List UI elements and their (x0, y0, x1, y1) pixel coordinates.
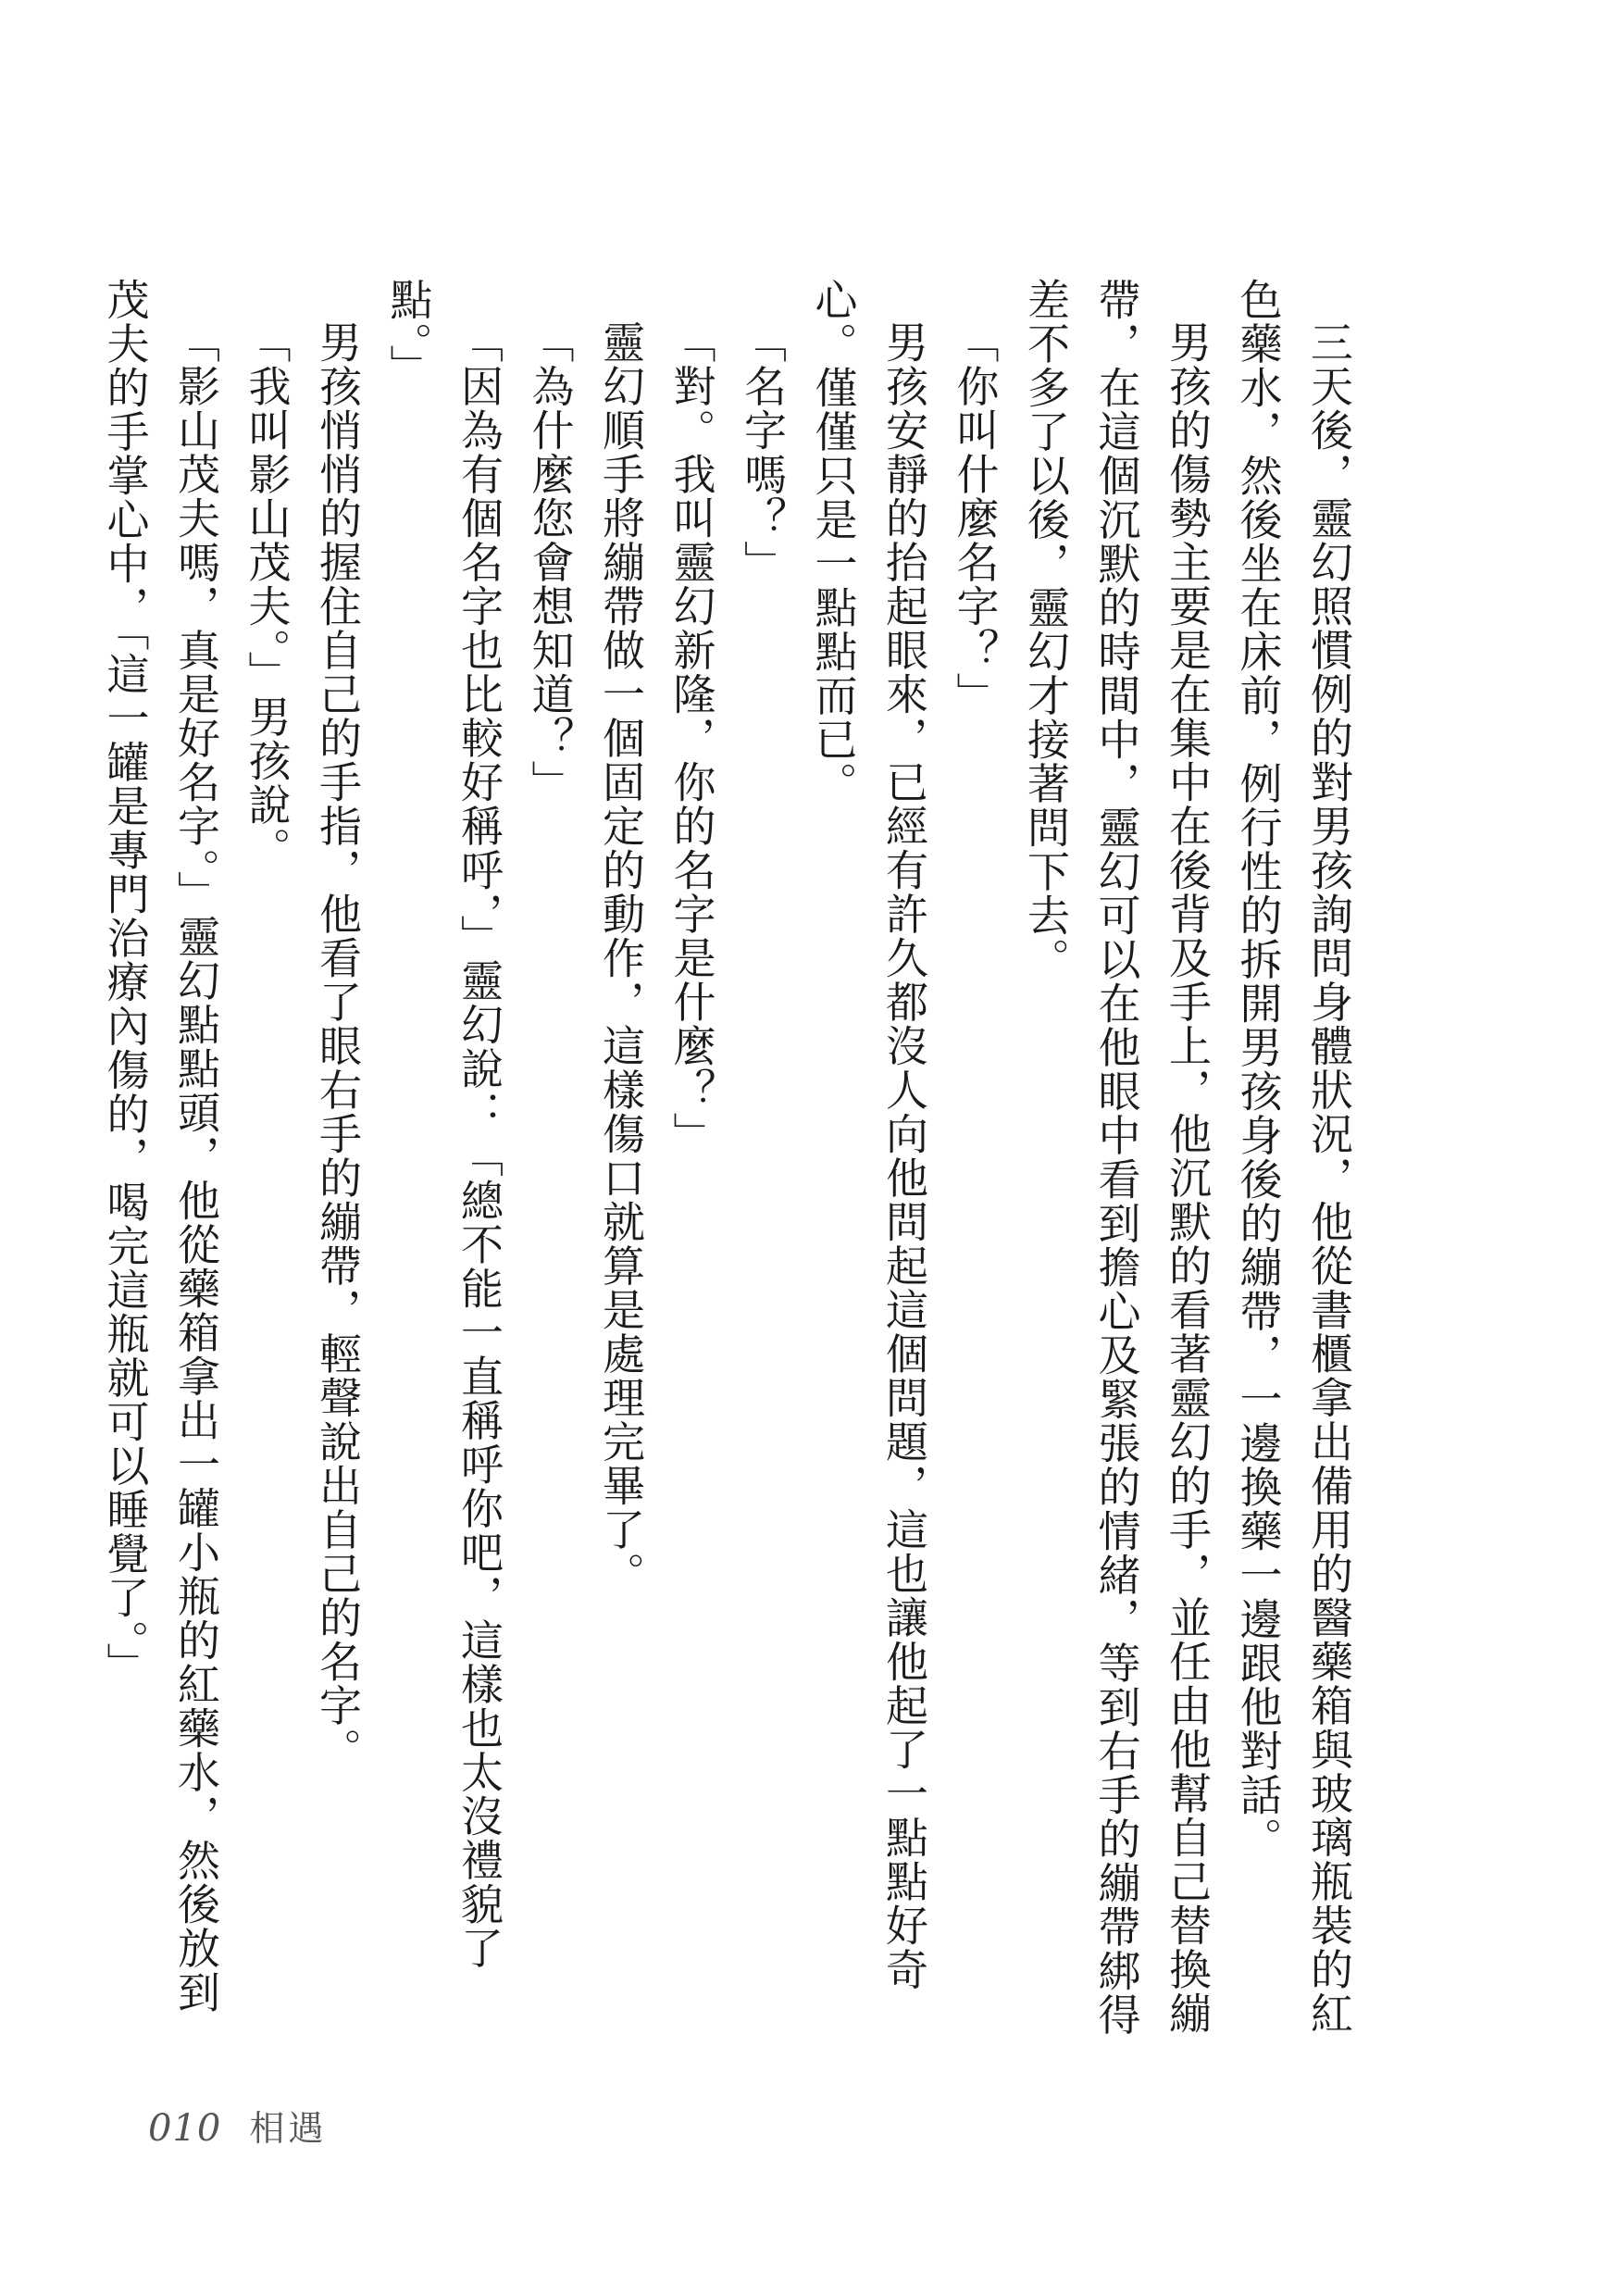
vertical-text-body (90, 278, 1364, 2055)
paragraph-6: 「對。我叫靈幻新隆，你的名字是什麼？」 (666, 320, 717, 1156)
page-footer (148, 2100, 327, 2155)
paragraph-8: 「為什麼您會想知道？」 (525, 320, 576, 805)
paragraph-4: 男孩安靜的抬起眼來，已經有許久都沒人向他問起這個問題，這也讓他起了一點點好奇心。僅僅只是一點點而已。 (808, 278, 929, 1991)
paragraph-3: 「你叫什麼名字？」 (950, 320, 1001, 717)
paragraph-9: 「因為有個名字也比較好稱呼，」靈幻說：「總不能一直稱呼你吧，這樣也太沒禮貌了點。」 (383, 278, 504, 1970)
paragraph-11: 「我叫影山茂夫。」男孩說。 (242, 320, 292, 871)
paragraph-12: 「影山茂夫嗎，真是好名字。」靈幻點點頭，他從藥箱拿出一罐小瓶的紅藥水，然後放到茂夫的手掌心中，「這一罐是專門治療內傷的，喝完這瓶就可以睡覺了。」 (100, 278, 221, 2015)
paragraph-5: 「名字嗎？」 (738, 320, 788, 584)
paragraph-10: 男孩悄悄的握住自己的手指，他看了眼右手的繃帶，輕聲說出自己的名字。 (313, 320, 363, 1772)
paragraph-2: 男孩的傷勢主要是在集中在後背及手上，他沉默的看著靈幻的手，並任由他幫自己替換繃帶，在這個沉默的時間中，靈幻可以在他眼中看到擔心及緊張的情緒，等到右手的繃帶綁得差不多了以後，靈幻才接著問下去。 (1021, 278, 1213, 2037)
paragraph-7: 靈幻順手將繃帶做一個固定的動作，這樣傷口就算是處理完畢了。 (596, 320, 646, 1596)
page-number: 010 (148, 2107, 222, 2150)
paragraph-1: 三天後，靈幻照慣例的對男孩詢問身體狀況，他從書櫃拿出備用的醫藥箱與玻璃瓶裝的紅色藥水，然後坐在床前，例行性的拆開男孩身後的繃帶，一邊換藥一邊跟他對話。 (1233, 278, 1354, 2036)
chapter-title: 相遇 (249, 2108, 328, 2149)
